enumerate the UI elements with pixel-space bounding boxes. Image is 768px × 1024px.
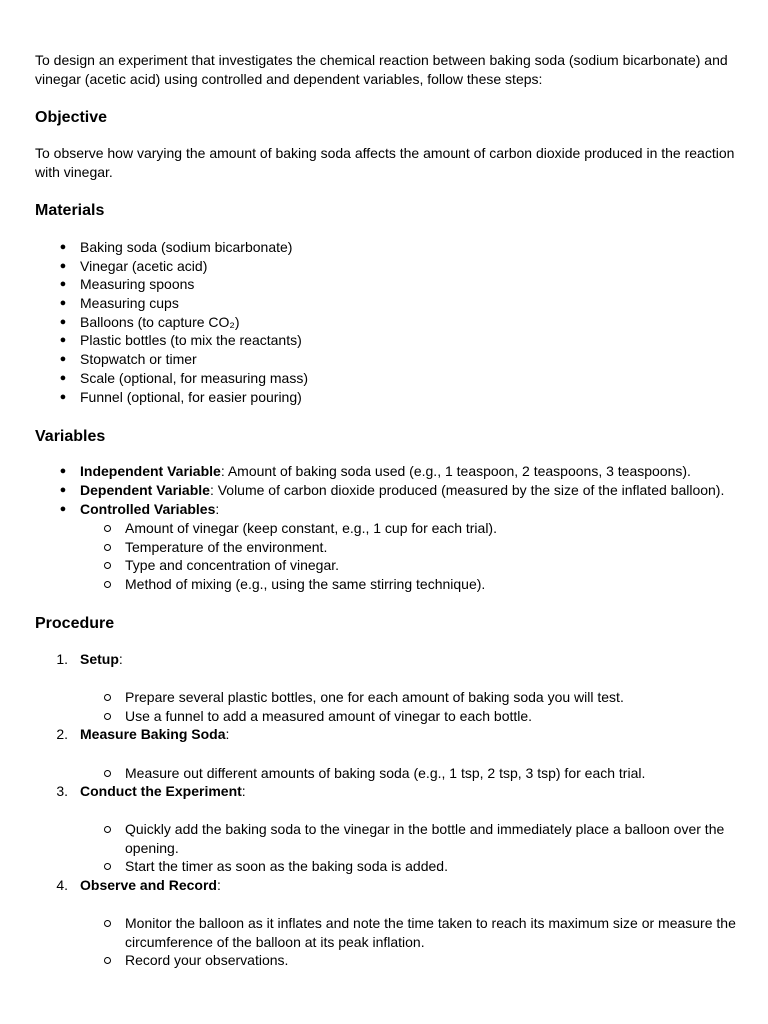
step-title	[80, 650, 123, 669]
step-title-text: Observe and Record	[80, 877, 217, 893]
material-item: Measuring spoons	[80, 276, 195, 292]
material-item: Scale (optional, for measuring mass)	[80, 370, 308, 386]
procedure-heading: Procedure	[35, 615, 115, 632]
material-item: Vinegar (acetic acid)	[80, 258, 208, 274]
bullet-icon: ●	[59, 391, 67, 403]
variables-heading: Variables	[35, 428, 106, 445]
hollow-bullet-icon	[104, 581, 111, 588]
controlled-variable-item: Method of mixing (e.g., using the same stirring technique).	[125, 576, 486, 592]
independent-variable-text: : Amount of baking soda used (e.g., 1 teaspoon, 2 teaspoons, 3 teaspoons).	[220, 463, 691, 479]
controlled-variable-item: Amount of vinegar (keep constant, e.g., 1 cup for each trial).	[125, 520, 497, 536]
bullet-icon: ●	[59, 503, 67, 515]
hollow-bullet-icon	[104, 863, 111, 870]
objective-heading: Objective	[35, 109, 108, 126]
hollow-bullet-icon	[104, 544, 111, 551]
bullet-icon: ●	[59, 484, 67, 496]
step-number: 2.	[56, 726, 68, 742]
hollow-bullet-icon	[104, 713, 111, 720]
step-title-text: Conduct the Experiment	[80, 783, 242, 799]
bullet-icon: ●	[59, 260, 67, 272]
material-item: Balloons (to capture CO₂)	[80, 314, 240, 330]
objective-text: To observe how varying the amount of baking soda affects the amount of carbon dioxide produced in the reaction with vinegar.	[35, 145, 735, 180]
step-title-colon: :	[225, 726, 230, 742]
hollow-bullet-icon	[104, 920, 111, 927]
intro-paragraph: To design an experiment that investigates the chemical reaction between baking soda (sodium bicarbonate) and vinegar (acetic acid) using controlled and dependent variables, follow these steps:	[35, 52, 728, 87]
step-item: Quickly add the baking soda to the vinegar in the bottle and immediately place a balloon over the opening.	[125, 821, 725, 856]
hollow-bullet-icon	[104, 770, 111, 777]
material-item: Plastic bottles (to mix the reactants)	[80, 332, 302, 348]
step-number: 1.	[56, 651, 68, 667]
step-title-colon: :	[241, 783, 246, 799]
material-item: Stopwatch or timer	[80, 351, 197, 367]
controlled-variable-item: Type and concentration of vinegar.	[125, 557, 340, 573]
hollow-bullet-icon	[104, 957, 111, 964]
bullet-icon: ●	[59, 316, 67, 328]
independent-variable	[80, 462, 691, 481]
controlled-variables-colon: :	[215, 501, 220, 517]
step-title-colon: :	[118, 651, 123, 667]
dependent-variable-label: Dependent Variable	[80, 482, 210, 498]
material-item: Measuring cups	[80, 295, 179, 311]
step-item: Monitor the balloon as it inflates and note the time taken to reach its maximum size or measure the circumference of the balloon at its peak inflation.	[125, 915, 736, 950]
bullet-icon: ●	[59, 241, 67, 253]
step-item: Measure out different amounts of baking soda (e.g., 1 tsp, 2 tsp, 3 tsp) for each trial.	[125, 765, 646, 781]
step-title	[80, 782, 246, 801]
material-item: Baking soda (sodium bicarbonate)	[80, 239, 293, 255]
material-item: Funnel (optional, for easier pouring)	[80, 389, 302, 405]
independent-variable-label: Independent Variable	[80, 463, 221, 479]
controlled-variables-label: Controlled Variables	[80, 501, 216, 517]
bullet-icon: ●	[59, 278, 67, 290]
hollow-bullet-icon	[104, 694, 111, 701]
step-title	[80, 725, 229, 744]
bullet-icon: ●	[59, 372, 67, 384]
step-item: Use a funnel to add a measured amount of vinegar to each bottle.	[125, 708, 533, 724]
hollow-bullet-icon	[104, 562, 111, 569]
bullet-icon: ●	[59, 353, 67, 365]
controlled-variable-item: Temperature of the environment.	[125, 539, 328, 555]
hollow-bullet-icon	[104, 525, 111, 532]
step-item: Prepare several plastic bottles, one for each amount of baking soda you will test.	[125, 689, 624, 705]
bullet-icon: ●	[59, 334, 67, 346]
dependent-variable-text: : Volume of carbon dioxide produced (measured by the size of the inflated balloon).	[209, 482, 725, 498]
materials-heading: Materials	[35, 202, 105, 219]
step-number: 4.	[56, 877, 68, 893]
step-number: 3.	[56, 783, 68, 799]
step-title	[80, 876, 221, 895]
step-title-text: Measure Baking Soda	[80, 726, 226, 742]
step-item: Start the timer as soon as the baking soda is added.	[125, 858, 448, 874]
bullet-icon: ●	[59, 465, 67, 477]
bullet-icon: ●	[59, 297, 67, 309]
step-title-text: Setup	[80, 651, 119, 667]
dependent-variable	[80, 481, 724, 500]
hollow-bullet-icon	[104, 826, 111, 833]
controlled-variables	[80, 500, 219, 519]
step-title-colon: :	[216, 877, 221, 893]
step-item: Record your observations.	[125, 952, 289, 968]
